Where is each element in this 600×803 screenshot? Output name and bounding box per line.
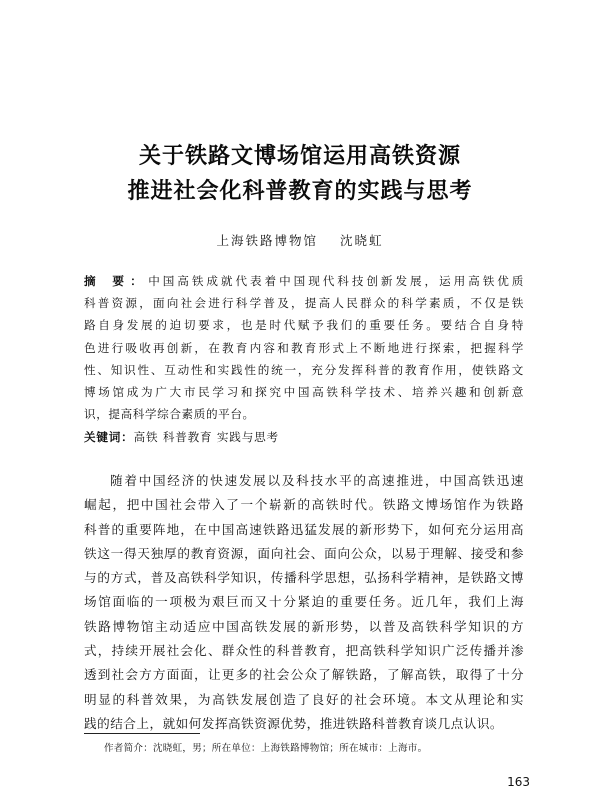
abstract-line: 博场馆成为广大市民学习和探究中国高铁科学技术、培养兴趣和创新意 [84, 384, 524, 399]
abstract-line: 科普资源，面向社会进行科学普及，提高人民群众的科学素质，不仅是铁 [84, 296, 524, 311]
body-line: 铁这一得天独厚的教育资源，面向社会、面向公众，以易于理解、接受和参 [84, 545, 524, 561]
body-line: 科普的重要阵地，在中国高速铁路迅猛发展的新形势下，如何充分运用高 [84, 521, 524, 537]
author-footnote: 作者简介：沈晓虹，男；所在单位：上海铁路博物馆；所在城市：上海市。 [104, 743, 428, 754]
body-line: 与的方式，普及高铁科学知识，传播科学思想，弘扬科学精神，是铁路文博 [84, 570, 524, 586]
body-line: 明显的科普效果，为高铁发展创造了良好的社会环境。本文从理论和实 [84, 691, 524, 707]
body-line: 随着中国经济的快速发展以及科技水平的高速推进，中国高铁迅速 [110, 473, 524, 488]
abstract-line: 识，提高科学综合素质的平台。 [84, 407, 255, 422]
keywords-text: 高铁 科普教育 实践与思考 [133, 430, 279, 444]
footnote-divider [84, 733, 200, 734]
abstract-line: 路自身发展的迫切要求，也是时代赋予我们的重要任务。要结合自身特 [84, 318, 524, 333]
author-institution: 上海铁路博物馆 [216, 233, 318, 248]
author-name: 沈晓虹 [340, 233, 384, 248]
abstract-line: 性、知识性、互动性和实践性的统一，充分发挥科普的教育作用，使铁路文 [84, 362, 524, 377]
page-number: 163 [507, 775, 530, 789]
keywords-label: 关键词： [84, 430, 134, 444]
article-title-line-2: 推进社会化科普教育的实践与思考 [127, 179, 473, 204]
body-line: 践的结合上，就如何发挥高铁资源优势，推进铁路科普教育谈几点认识。 [84, 715, 503, 731]
article-title-line-1: 关于铁路文博场馆运用高铁资源 [138, 144, 461, 169]
abstract-label: 摘 要： [84, 274, 149, 288]
abstract-line: 中国高铁成就代表着中国现代科技创新发展，运用高铁优质 [148, 274, 524, 288]
body-line: 铁路博物馆主动适应中国高铁发展的新形势，以普及高铁科学知识的方 [84, 618, 524, 634]
byline [0, 231, 600, 249]
body-line: 场馆面临的一项极为艰巨而又十分紧迫的重要任务。近几年，我们上海 [84, 594, 524, 610]
body-line: 透到社会方方面面，让更多的社会公众了解铁路，了解高铁，取得了十分 [84, 667, 524, 683]
abstract [84, 270, 524, 425]
body-line: 崛起，把中国社会带入了一个崭新的高铁时代。铁路文博场馆作为铁路 [84, 497, 524, 513]
abstract-line: 色进行吸收再创新，在教育内容和教育形式上不断地进行探索，把握科学 [84, 340, 524, 355]
body-paragraph [84, 469, 524, 736]
keywords [84, 429, 524, 445]
body-line: 式，持续开展社会化、群众性的科普教育，把高铁科学知识广泛传播并渗 [84, 643, 524, 659]
